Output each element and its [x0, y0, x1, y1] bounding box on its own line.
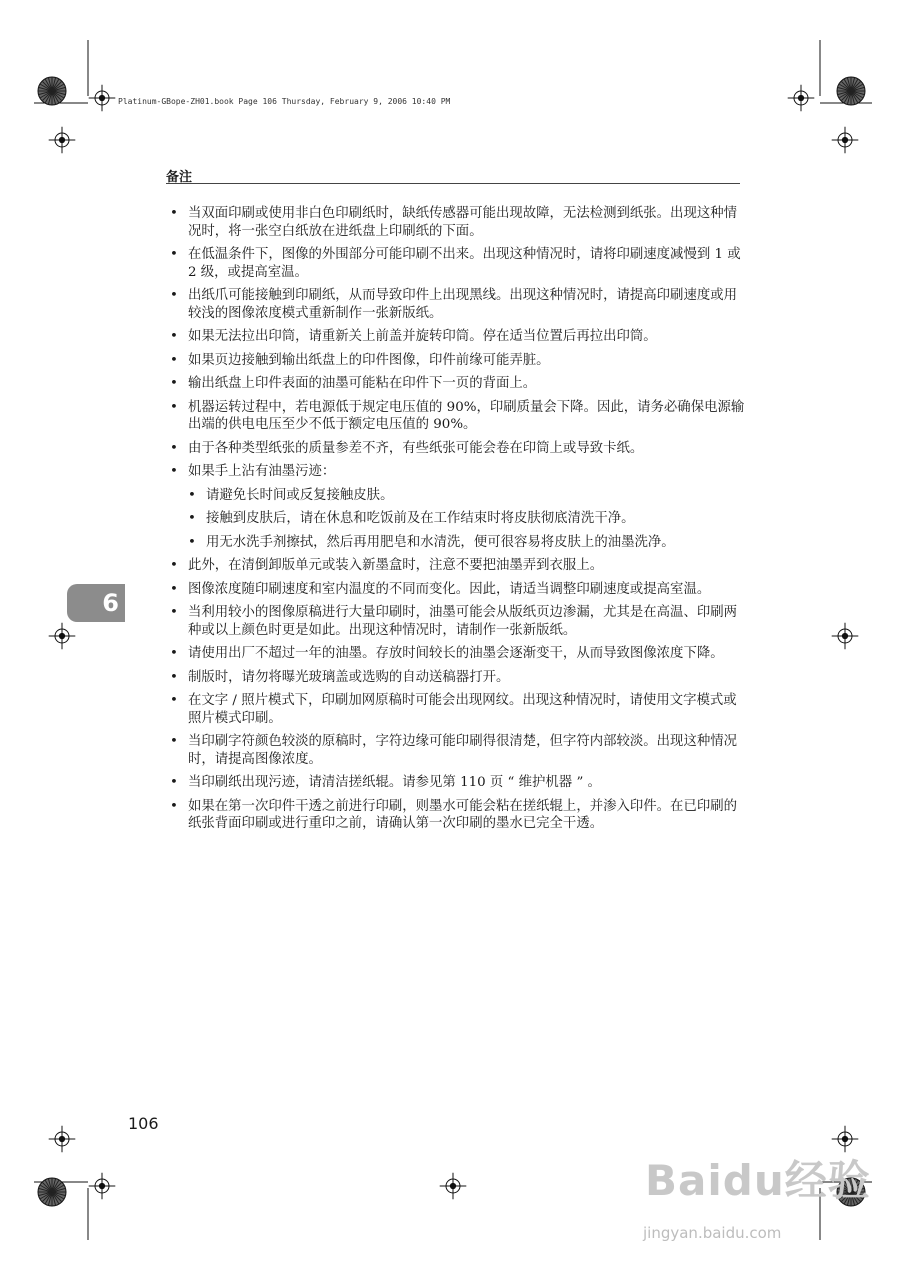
- bullet-icon: •: [170, 775, 178, 790]
- sub-list-item: [188, 534, 745, 552]
- registration-target-icon: [440, 1173, 467, 1200]
- list-item: [170, 463, 745, 481]
- bullet-icon: •: [170, 605, 178, 620]
- list-item: [170, 798, 745, 833]
- list-item-text: 当印刷字符颜色较淡的原稿时，字符边缘可能印刷得很清楚，但字符内部较淡。出现这种情况时，请提高图像浓度。: [188, 734, 738, 767]
- list-item-text: 当利用较小的图像原稿进行大量印刷时，油墨可能会从版纸页边渗漏，尤其是在高温、印刷两种或以上颜色时更是如此。出现这种情况时，请制作一张新版纸。: [188, 605, 738, 638]
- list-item-text: 图像浓度随印刷速度和室内温度的不同而变化。因此，请适当调整印刷速度或提高室温。: [188, 581, 711, 597]
- list-item-text: 机器运转过程中，若电源低于规定电压值的 90%，印刷质量会下降。因此，请务必确保电源输出端的供电电压至少不低于额定电压值的 90%。: [188, 399, 745, 432]
- bullet-icon: •: [170, 376, 178, 391]
- list-item: [170, 375, 745, 393]
- bullet-icon: •: [170, 734, 178, 749]
- list-item: [170, 645, 745, 663]
- list-item-text: 在文字 / 照片模式下，印刷加网原稿时可能会出现网纹。出现这种情况时，请使用文字模式或照片模式印刷。: [188, 693, 737, 726]
- list-item-text: 当印刷纸出现污迹，请清洁搓纸辊。请参见第 110 页 “ 维护机器 ” 。: [188, 775, 601, 790]
- registration-target-icon: [832, 623, 859, 650]
- bullet-icon: •: [170, 646, 178, 661]
- registration-target-icon: [788, 85, 815, 112]
- section-title: 备注: [166, 170, 193, 185]
- list-item: [170, 669, 745, 687]
- list-item-text: 当双面印刷或使用非白色印刷纸时，缺纸传感器可能出现故障，无法检测到纸张。出现这种情况时，将一张空白纸放在进纸盘上印刷纸的下面。: [188, 206, 738, 239]
- star-target-icon: [38, 77, 66, 105]
- list-item-text: 如果无法拉出印筒，请重新关上前盖并旋转印筒。停在适当位置后再拉出印筒。: [188, 329, 657, 344]
- list-item-text: 请避免长时间或反复接触皮肤。: [206, 487, 394, 503]
- bullet-icon: •: [188, 534, 196, 550]
- watermark-logo: Baidu经验: [645, 1156, 871, 1205]
- star-target-icon: [38, 1178, 66, 1206]
- watermark-url: jingyan.baidu.com: [643, 1224, 782, 1242]
- list-item-text: 制版时，请勿将曝光玻璃盖或选购的自动送稿器打开。: [188, 669, 510, 685]
- list-item: [170, 604, 745, 639]
- bullet-icon: •: [170, 693, 178, 708]
- bullet-icon: •: [170, 798, 178, 814]
- list-item: [170, 581, 745, 599]
- list-item-text: 输出纸盘上印件表面的油墨可能粘在印件下一页的背面上。: [188, 376, 537, 391]
- notes-list: [170, 205, 745, 839]
- baidu-watermark: [635, 1138, 871, 1268]
- list-item-text: 出纸爪可能接触到印刷纸，从而导致印件上出现黑线。出现这种情况时，请提高印刷速度或用较浅的图像浓度模式重新制作一张新版纸。: [188, 288, 738, 321]
- list-item: [170, 399, 745, 434]
- bullet-icon: •: [170, 399, 178, 415]
- registration-target-icon: [49, 1126, 76, 1153]
- list-item-text: 用无水洗手剂擦拭，然后再用肥皂和水清洗，便可很容易将皮肤上的油墨洗净。: [206, 534, 675, 550]
- registration-target-icon: [89, 85, 116, 112]
- list-item-text: 如果在第一次印件干透之前进行印刷，则墨水可能会粘在搓纸辊上，并渗入印件。在已印刷的纸张背面印刷或进行重印之前，请确认第一次印刷的墨水已完全干透。: [188, 798, 738, 831]
- bullet-icon: •: [188, 487, 196, 503]
- section-divider: [166, 183, 740, 184]
- list-item-text: 在低温条件下，图像的外围部分可能印刷不出来。出现这种情况时，请将印刷速度减慢到 1 或 2 级，或提高室温。: [188, 247, 741, 280]
- list-item-text: 由于各种类型纸张的质量参差不齐，有些纸张可能会卷在印筒上或导致卡纸。: [188, 440, 644, 456]
- registration-target-icon: [89, 1173, 116, 1200]
- list-item: [170, 774, 745, 792]
- list-item-text: 此外，在清倒卸版单元或装入新墨盒时，注意不要把油墨弄到衣服上。: [188, 558, 604, 573]
- bullet-icon: •: [170, 558, 178, 573]
- sub-list-item: [188, 510, 745, 528]
- list-item: [170, 733, 745, 768]
- list-item-text: 接触到皮肤后，请在休息和吃饭前及在工作结束时将皮肤彻底清洗干净。: [206, 511, 635, 526]
- file-info-header: Platinum-GBope-ZH01.book Page 106 Thursday, February 9, 2006 10:40 PM: [118, 97, 451, 106]
- list-item: [170, 287, 745, 322]
- page-number: 106: [128, 1114, 159, 1133]
- list-item: [170, 328, 745, 346]
- list-item: [170, 246, 745, 281]
- list-item: [170, 352, 745, 370]
- list-item: [170, 557, 745, 575]
- bullet-icon: •: [170, 206, 178, 221]
- bullet-icon: •: [170, 329, 178, 344]
- list-item-text: 请使用出厂不超过一年的油墨。存放时间较长的油墨会逐渐变干，从而导致图像浓度下降。: [188, 646, 724, 661]
- bullet-icon: •: [170, 247, 178, 262]
- bullet-icon: •: [170, 440, 178, 456]
- registration-target-icon: [49, 623, 76, 650]
- bullet-icon: •: [170, 669, 178, 685]
- list-item: [170, 205, 745, 240]
- bullet-icon: •: [188, 511, 196, 526]
- star-target-icon: [837, 77, 865, 105]
- bullet-icon: •: [170, 581, 178, 597]
- list-item: [170, 692, 745, 727]
- list-item: [170, 440, 745, 458]
- bullet-icon: •: [170, 464, 178, 479]
- list-item-text: 如果页边接触到输出纸盘上的印件图像，印件前缘可能弄脏。: [188, 352, 550, 368]
- registration-target-icon: [832, 127, 859, 154]
- bullet-icon: •: [170, 288, 178, 303]
- chapter-tab: 6: [67, 584, 125, 622]
- bullet-icon: •: [170, 352, 178, 368]
- list-item-text: 如果手上沾有油墨污迹：: [188, 464, 336, 479]
- registration-target-icon: [49, 127, 76, 154]
- sub-list-item: [188, 487, 745, 505]
